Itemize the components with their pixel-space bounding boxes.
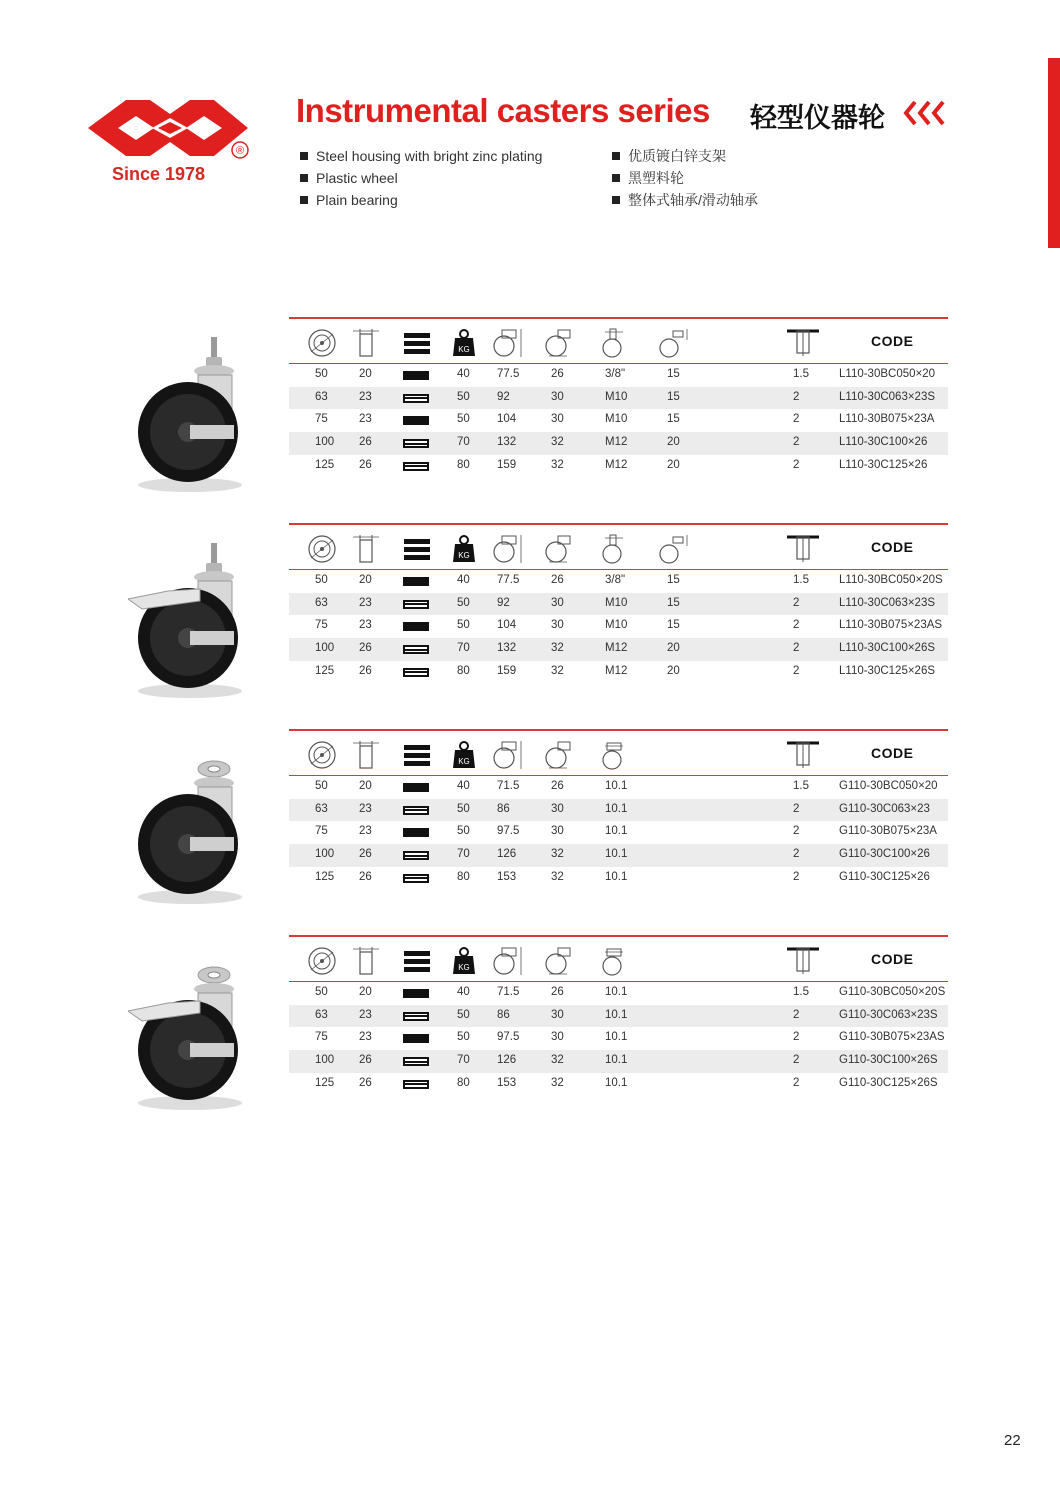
spec-table [289,729,948,889]
feature-item: Steel housing with bright zinc plating [300,145,542,167]
table-row: 75 23 50 97.5 30 10.1 2 G110-30B075×23A [315,825,937,838]
table-row: 50 20 40 77.5 26 3/8" 15 1.5 L110-30BC050×20 [315,368,936,380]
caster-photo-bolt-hole-brake [128,955,263,1115]
svg-text:KG: KG [458,551,470,560]
thread-length-icon [655,534,691,564]
spec-table [289,317,948,477]
table-row: 63 23 50 92 30 M10 15 2 L110-30C063×23S [289,593,948,616]
solid-tread-icon [403,577,429,586]
thread-size-icon [597,534,633,564]
brand-logo [88,100,253,190]
bullet-icon [612,174,620,182]
wheel-width-icon [349,534,383,564]
total-height-icon [489,534,525,564]
table-row: 63 23 50 86 30 10.1 2 G110-30C063×23S [289,1005,948,1028]
table-row: 75 23 50 104 30 M10 15 2 L110-30B075×23AS [315,619,943,632]
wheel-diameter-icon [305,946,339,976]
offset-icon [541,946,577,976]
hollow-tread-icon [403,1080,429,1089]
registered-mark-icon [230,140,250,160]
table-row: 75 23 50 97.5 30 10.1 2 G110-30B075×23AS [315,1031,945,1044]
solid-tread-icon [403,622,429,631]
bullet-icon [300,174,308,182]
bracket-thickness-icon [785,946,821,976]
table-row: 100 26 70 126 32 10.1 2 G110-30C100×26S [289,1050,948,1073]
hollow-tread-icon [403,851,429,860]
table-row: 125 26 80 159 32 M12 20 2 L110-30C125×26 [315,458,928,471]
caster-photo-threaded-stem [128,337,263,497]
table-row: 50 20 40 71.5 26 10.1 1.5 G110-30BC050×20S [315,986,946,998]
caster-photo-threaded-stem-brake [128,543,263,703]
feature-item: Plastic wheel [300,167,542,189]
thread-size-icon [597,328,633,358]
offset-icon [541,328,577,358]
wheel-width-icon [349,328,383,358]
product-section-2 [0,523,1060,713]
tread-type-icon [403,534,431,564]
hollow-tread-icon [403,394,429,403]
solid-tread-icon [403,989,429,998]
load-weight-icon [453,946,475,976]
table-row: 100 26 70 132 32 M12 20 2 L110-30C100×26 [289,432,948,455]
solid-tread-icon [403,416,429,425]
table-row: 50 20 40 71.5 26 10.1 1.5 G110-30BC050×20 [315,780,938,792]
total-height-icon [489,946,525,976]
solid-tread-icon [403,1034,429,1043]
logo-mark-icon [88,100,253,160]
table-row: 125 26 80 159 32 M12 20 2 L110-30C125×26S [315,664,936,677]
page-title: Instrumental casters series [296,92,710,129]
code-column-header: CODE [871,539,914,555]
offset-icon [541,740,577,770]
hollow-tread-icon [403,600,429,609]
side-accent-bar [1048,58,1060,248]
hollow-tread-icon [403,439,429,448]
bolt-hole-icon [597,740,633,770]
table-row: 100 26 70 132 32 M12 20 2 L110-30C100×26S [289,638,948,661]
hollow-tread-icon [403,874,429,883]
load-weight-icon [453,534,475,564]
bullet-icon [612,152,620,160]
product-section-4 [0,935,1060,1125]
bolt-hole-icon [597,946,633,976]
wheel-diameter-icon [305,740,339,770]
page-title-cn: 轻型仪器轮 [750,103,885,133]
hollow-tread-icon [403,645,429,654]
code-column-header: CODE [871,745,914,761]
bracket-thickness-icon [785,328,821,358]
table-header [289,935,948,982]
table-row: 50 20 40 77.5 26 3/8" 15 1.5 L110-30BC050×20S [315,574,943,586]
features-chinese [612,145,758,211]
bullet-icon [300,196,308,204]
table-header [289,729,948,776]
table-row: 125 26 80 153 32 10.1 2 G110-30C125×26 [315,870,930,883]
solid-tread-icon [403,828,429,837]
load-weight-icon [453,328,475,358]
solid-tread-icon [403,783,429,792]
bullet-icon [300,152,308,160]
hollow-tread-icon [403,462,429,471]
bracket-thickness-icon [785,740,821,770]
table-header [289,523,948,570]
caster-photo-bolt-hole [128,749,263,909]
table-row: 100 26 70 126 32 10.1 2 G110-30C100×26 [289,844,948,867]
code-column-header: CODE [871,333,914,349]
offset-icon [541,534,577,564]
total-height-icon [489,740,525,770]
code-column-header: CODE [871,951,914,967]
table-row: 63 23 50 86 30 10.1 2 G110-30C063×23 [289,799,948,822]
bracket-thickness-icon [785,534,821,564]
svg-text:KG: KG [458,345,470,354]
wheel-width-icon [349,946,383,976]
table-row: 63 23 50 92 30 M10 15 2 L110-30C063×23S [289,387,948,410]
product-section-3 [0,729,1060,919]
load-weight-icon [453,740,475,770]
tread-type-icon [403,328,431,358]
since-label: Since 1978 [112,164,206,184]
tread-type-icon [403,946,431,976]
spec-table [289,523,948,683]
svg-text:KG: KG [458,963,470,972]
solid-tread-icon [403,371,429,380]
svg-text:®: ® [235,145,245,157]
wheel-diameter-icon [305,534,339,564]
feature-item: 整体式轴承/滑动轴承 [612,189,758,211]
hollow-tread-icon [403,668,429,677]
feature-item: Plain bearing [300,189,542,211]
svg-text:KG: KG [458,757,470,766]
tread-type-icon [403,740,431,770]
table-row: 125 26 80 153 32 10.1 2 G110-30C125×26S [315,1076,938,1089]
spec-table [289,935,948,1095]
wheel-diameter-icon [305,328,339,358]
hollow-tread-icon [403,1057,429,1066]
wheel-width-icon [349,740,383,770]
page-number: 22 [1004,1432,1021,1449]
thread-length-icon [655,328,691,358]
hollow-tread-icon [403,1012,429,1021]
hollow-tread-icon [403,806,429,815]
product-section-1 [0,317,1060,507]
feature-item: 黑塑料轮 [612,167,758,189]
total-height-icon [489,328,525,358]
table-header [289,317,948,364]
chevrons-left-icon [903,100,949,126]
bullet-icon [612,196,620,204]
feature-item: 优质镀白锌支架 [612,145,758,167]
table-row: 75 23 50 104 30 M10 15 2 L110-30B075×23A [315,413,935,426]
features-english [300,145,542,211]
